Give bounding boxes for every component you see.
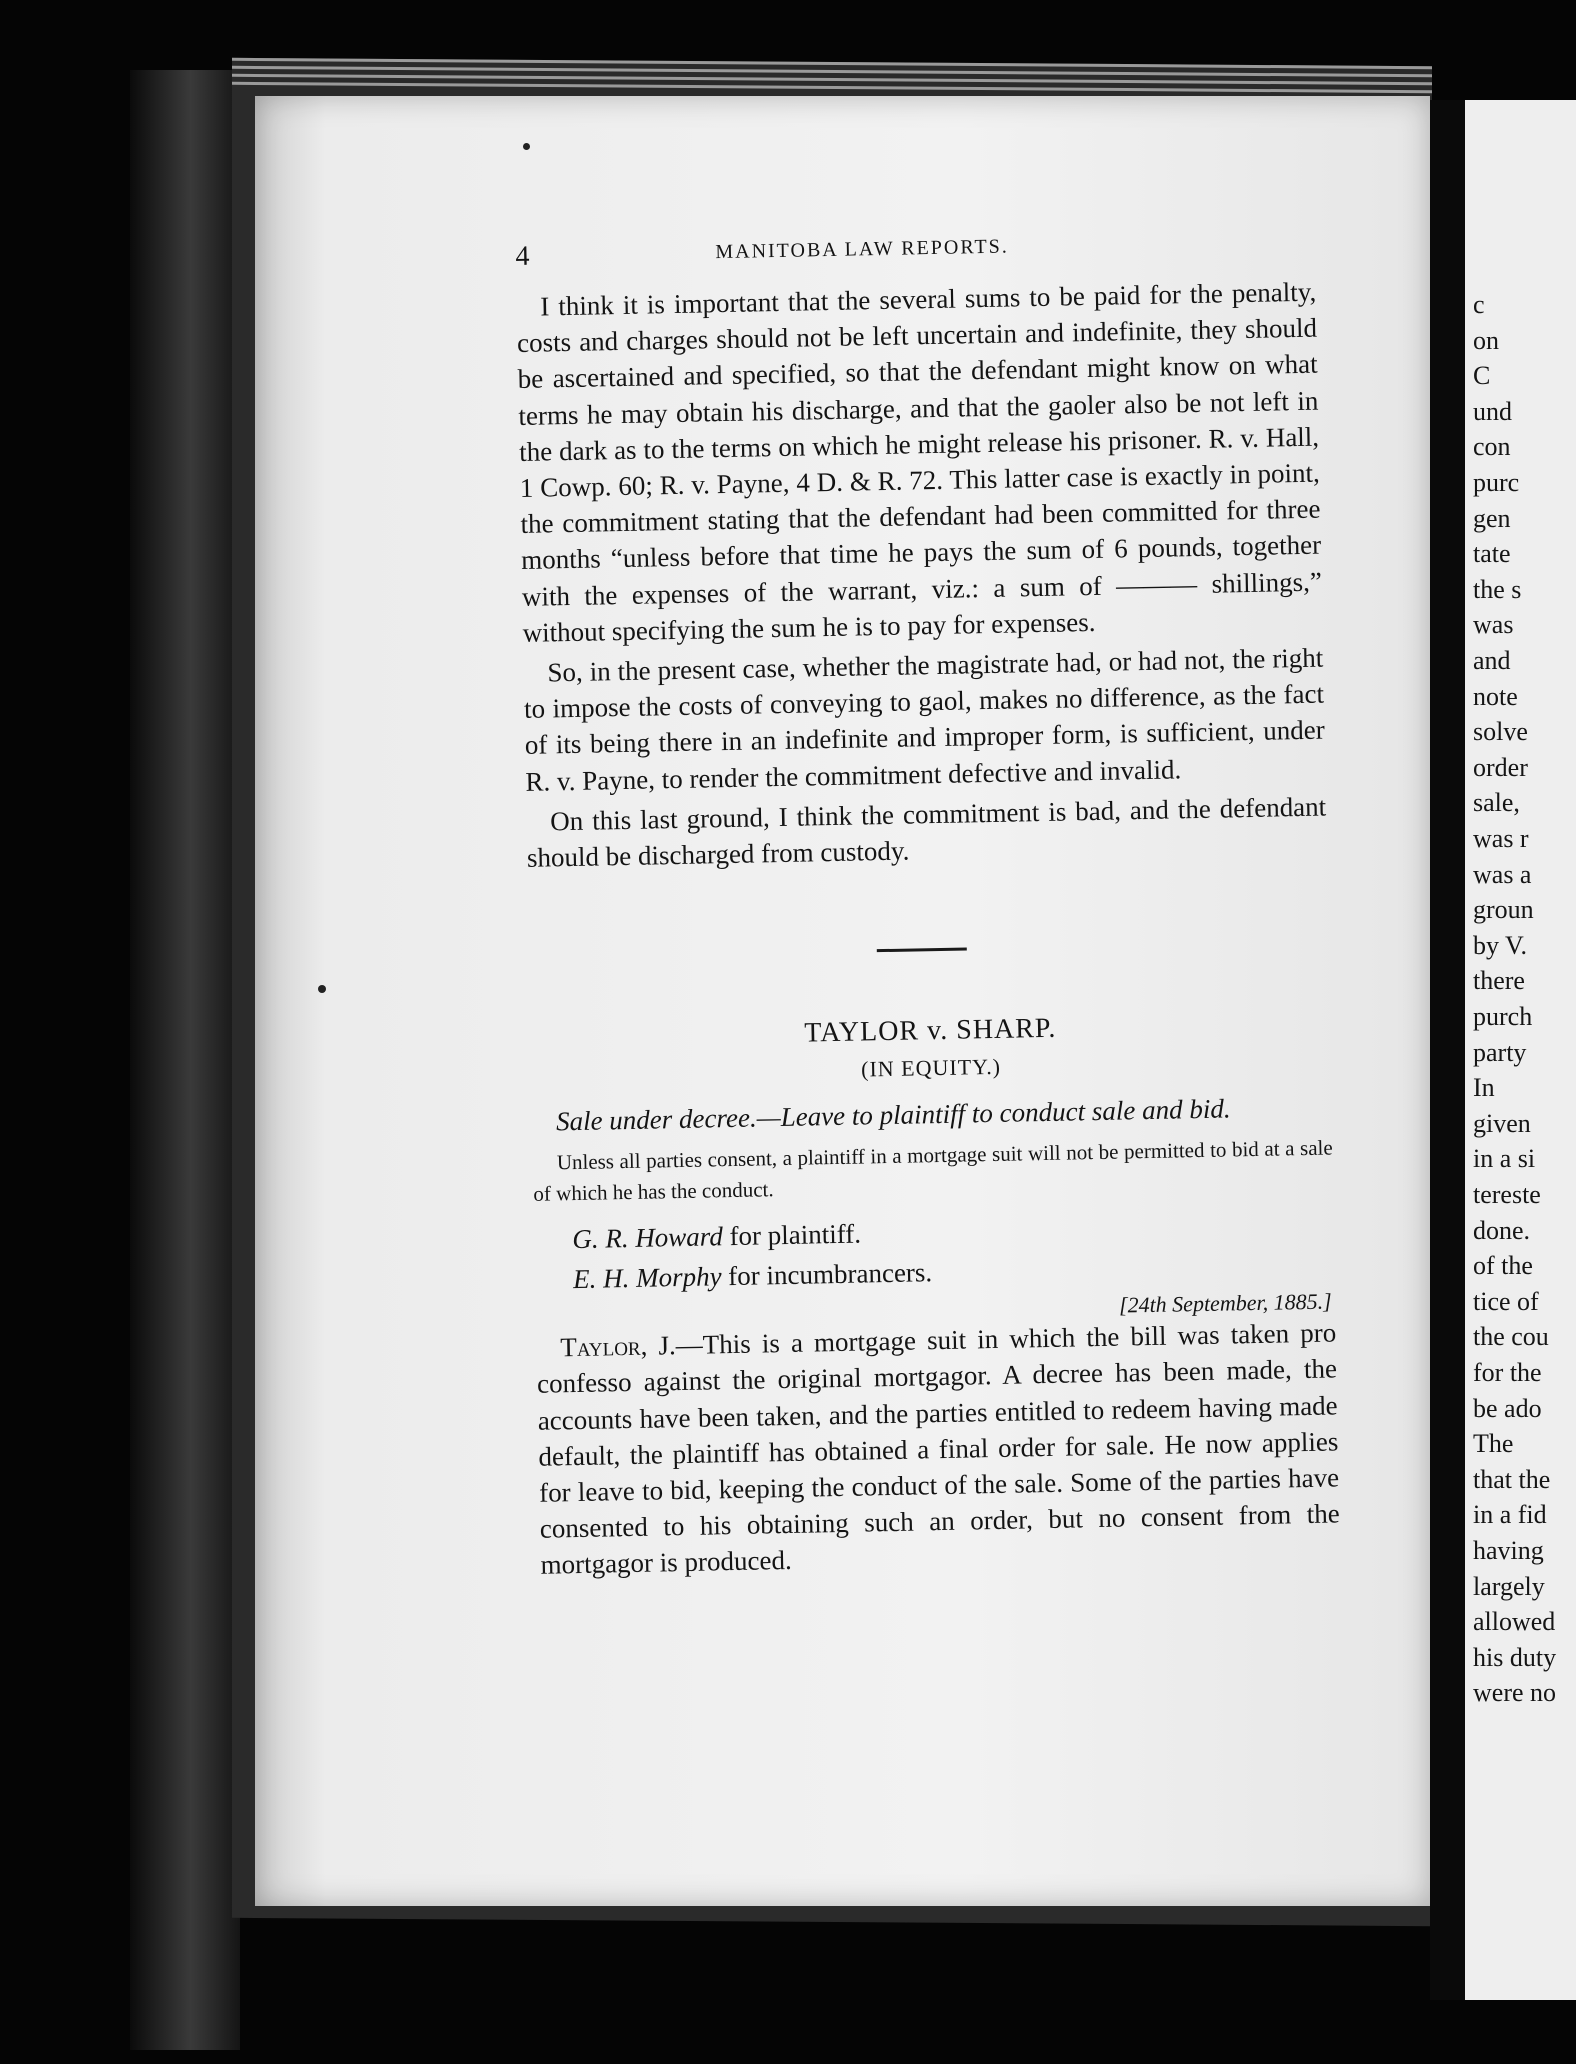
facing-page-fragment: tice of bbox=[1473, 1286, 1539, 1316]
facing-page-fragment: be ado bbox=[1473, 1393, 1542, 1423]
facing-page-fragment: und bbox=[1473, 396, 1512, 426]
facing-page-fragment: allowed bbox=[1473, 1607, 1556, 1637]
counsel-role: for incumbrancers. bbox=[727, 1257, 933, 1292]
facing-page-fragment: con bbox=[1473, 432, 1511, 462]
journal-title: MANITOBA LAW REPORTS. bbox=[715, 235, 1010, 264]
book-spine-shadow bbox=[130, 70, 240, 2050]
judgment-text: —This is a mortgage suit in which the bill was taken pro confesso against the original mortgagor. A decree has been made, the accounts have been taken, and the parties entitled to redeem having made default, the plaintiff has obtained a final order for sale. He now applies for leave to bid, keeping the conduct of the sale. Some of the parties have consented to his obtaining such an order, but no consent from the mortgagor is produced. bbox=[536, 1317, 1340, 1581]
facing-page-fragment: solve bbox=[1473, 717, 1528, 747]
case-subtitle: (IN EQUITY.) bbox=[860, 1054, 1002, 1082]
facing-page-fragment: purc bbox=[1473, 468, 1520, 497]
facing-page-fragment: the s bbox=[1473, 574, 1522, 604]
facing-page-fragment: that the bbox=[1473, 1464, 1551, 1494]
case-title: TAYLOR v. SHARP. bbox=[804, 1013, 1057, 1049]
facing-page-fragment: for the bbox=[1473, 1358, 1542, 1387]
facing-page-fragment: tereste bbox=[1473, 1180, 1541, 1209]
facing-page-fragment: note bbox=[1473, 681, 1518, 711]
facing-page-fragment: was a bbox=[1473, 859, 1532, 889]
facing-page-fragment: largely bbox=[1473, 1571, 1545, 1601]
judge-name: Taylor, J. bbox=[560, 1330, 676, 1363]
facing-page-fragment: sale, bbox=[1473, 788, 1520, 818]
facing-page-fragment: gen bbox=[1473, 503, 1511, 533]
facing-page-fragment: The bbox=[1473, 1429, 1514, 1459]
facing-page-fragment: given bbox=[1473, 1108, 1531, 1138]
facing-page-fragment: by V. bbox=[1473, 930, 1527, 960]
counsel-list bbox=[534, 1205, 1335, 1300]
facing-page-fragment: was bbox=[1473, 610, 1514, 640]
facing-page-fragment: were no bbox=[1473, 1678, 1557, 1708]
syllabus: Unless all parties consent, a plaintiff in a mortgage suit will not be permitted to bid at a sale of which he has the conduct. bbox=[533, 1135, 1333, 1207]
scan-speck bbox=[523, 143, 530, 150]
facing-page-fragment: done. bbox=[1473, 1215, 1531, 1245]
page-content bbox=[515, 220, 1341, 1584]
facing-page-fragment: of the bbox=[1473, 1251, 1533, 1281]
facing-page-fragment: order bbox=[1473, 752, 1528, 782]
facing-page-fragment: in a fid bbox=[1473, 1500, 1547, 1530]
facing-page-fragment: and bbox=[1473, 646, 1511, 675]
opinion-paragraph-1: I think it is important that the several sums to be paid for the penalty, costs and charges should not be left uncertain and indefinite, they should be ascertained and specified, so that the defendant might know on what terms he may obtain his discharge, and that the gaoler also be not left in the dark as to the terms on which he might release his prisoner. R. v. Hall, 1 Cowp. 60; R. v. Payne, 4 D. & R. 72. This latter case is exactly in point, the commitment stating that the defendant had been committed for three months “unless before that time he pays the sum of 6 pounds, together with the expenses of the warrant, viz.: a sum of ——— shillings,” without specifying the sum he is to pay for expenses. bbox=[516, 276, 1323, 648]
section-divider bbox=[877, 948, 967, 953]
facing-page-fragment: C bbox=[1473, 361, 1491, 391]
decision-date: [24th September, 1885.] bbox=[1118, 1288, 1332, 1318]
scan-speck bbox=[318, 985, 326, 993]
facing-page-fragment: the cou bbox=[1473, 1322, 1549, 1352]
opinion-paragraph-3: On this last ground, I think the commitment is bad, and the defendant should be discharged from custody. bbox=[526, 791, 1327, 873]
judgment-paragraph bbox=[536, 1315, 1341, 1584]
counsel-name: G. R. Howard bbox=[572, 1221, 724, 1255]
gutter bbox=[1430, 100, 1466, 2000]
facing-page-fragment: groun bbox=[1473, 895, 1534, 925]
facing-page-fragment: party bbox=[1473, 1037, 1527, 1067]
opinion-paragraph-2: So, in the present case, whether the magistrate had, or had not, the right to impose the costs of conveying to gaol, makes no difference, as the fact of its being there in an indefinite and improper form, is sufficient, under R. v. Payne, to render the commitment defective and invalid. bbox=[523, 642, 1325, 797]
facing-page-fragment: on bbox=[1473, 325, 1499, 355]
facing-page-fragment: was r bbox=[1473, 824, 1529, 853]
facing-page-fragment: having bbox=[1473, 1536, 1544, 1565]
facing-page-fragment: purch bbox=[1473, 1002, 1533, 1031]
facing-page-fragment: his duty bbox=[1473, 1642, 1557, 1672]
facing-page-fragment: in a si bbox=[1473, 1144, 1536, 1174]
counsel-name: E. H. Morphy bbox=[572, 1261, 722, 1295]
facing-page-fragment: c bbox=[1473, 290, 1485, 319]
page-number: 4 bbox=[515, 240, 530, 272]
facing-page-fragment: there bbox=[1473, 966, 1525, 996]
facing-page-fragment: In bbox=[1473, 1073, 1495, 1103]
counsel-role: for plaintiff. bbox=[729, 1218, 862, 1252]
headnote: Sale under decree.—Leave to plaintiff to conduct sale and bid. bbox=[555, 1093, 1231, 1137]
facing-page bbox=[1465, 100, 1576, 2000]
facing-page-fragment: tate bbox=[1473, 539, 1511, 569]
